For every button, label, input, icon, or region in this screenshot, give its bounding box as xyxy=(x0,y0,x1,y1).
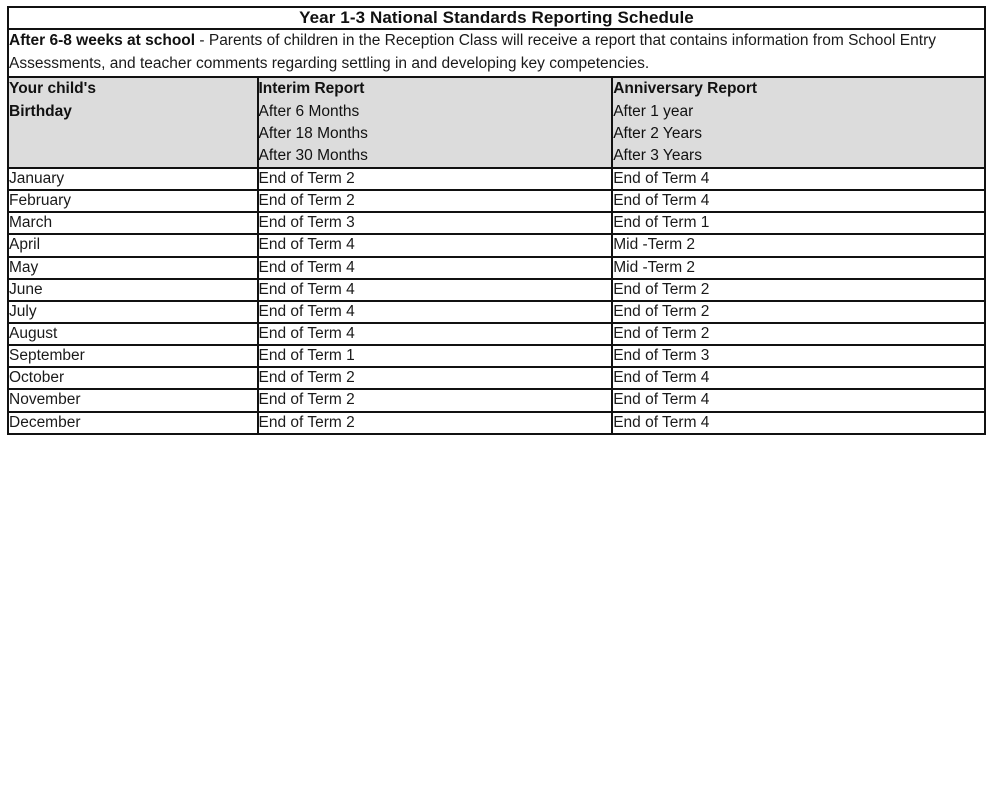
cell-birthday: October xyxy=(8,367,258,389)
table-row xyxy=(8,234,985,256)
title-row xyxy=(8,7,985,29)
table-row xyxy=(8,345,985,367)
cell-anniversary: End of Term 4 xyxy=(612,190,985,212)
intro-row xyxy=(8,29,985,77)
cell-interim: End of Term 4 xyxy=(258,279,613,301)
cell-birthday: September xyxy=(8,345,258,367)
table-row xyxy=(8,323,985,345)
cell-birthday: June xyxy=(8,279,258,301)
cell-interim: End of Term 4 xyxy=(258,257,613,279)
column-header-interim-sub-2: After 18 Months xyxy=(258,124,368,142)
cell-birthday: April xyxy=(8,234,258,256)
column-header-birthday-line1: Your child's xyxy=(9,79,96,97)
table-row xyxy=(8,212,985,234)
cell-interim: End of Term 2 xyxy=(258,190,613,212)
table-row xyxy=(8,168,985,190)
column-header-birthday-line2: Birthday xyxy=(9,102,72,120)
column-header-interim xyxy=(258,77,613,168)
cell-anniversary: End of Term 4 xyxy=(612,412,985,434)
table-row xyxy=(8,190,985,212)
column-header-anniversary-sub-3: After 3 Years xyxy=(613,146,702,164)
column-header-anniversary-sub-1: After 1 year xyxy=(613,102,694,120)
page-title: Year 1-3 National Standards Reporting Schedule xyxy=(8,7,985,29)
cell-anniversary: End of Term 3 xyxy=(612,345,985,367)
table-row xyxy=(8,412,985,434)
column-header-anniversary-title: Anniversary Report xyxy=(613,79,758,97)
cell-birthday: December xyxy=(8,412,258,434)
column-header-row xyxy=(8,77,985,168)
intro-paragraph xyxy=(8,29,985,77)
cell-birthday: November xyxy=(8,389,258,411)
cell-anniversary: Mid -Term 2 xyxy=(612,257,985,279)
cell-anniversary: End of Term 1 xyxy=(612,212,985,234)
cell-anniversary: End of Term 2 xyxy=(612,323,985,345)
cell-anniversary: End of Term 2 xyxy=(612,279,985,301)
cell-anniversary: End of Term 4 xyxy=(612,389,985,411)
cell-birthday: January xyxy=(8,168,258,190)
column-header-interim-title: Interim Report xyxy=(258,79,365,97)
cell-interim: End of Term 1 xyxy=(258,345,613,367)
table-row xyxy=(8,367,985,389)
cell-anniversary: End of Term 4 xyxy=(612,367,985,389)
cell-interim: End of Term 2 xyxy=(258,168,613,190)
column-header-interim-sub-3: After 30 Months xyxy=(258,146,368,164)
table-row xyxy=(8,389,985,411)
column-header-interim-sub-1: After 6 Months xyxy=(258,102,360,120)
cell-anniversary: End of Term 2 xyxy=(612,301,985,323)
cell-birthday: February xyxy=(8,190,258,212)
table-row xyxy=(8,279,985,301)
cell-interim: End of Term 4 xyxy=(258,323,613,345)
cell-interim: End of Term 2 xyxy=(258,389,613,411)
cell-birthday: August xyxy=(8,323,258,345)
cell-interim: End of Term 2 xyxy=(258,412,613,434)
intro-body-text: - Parents of children in the Reception Class will receive a report that contains information from School Entry Assessments, and teacher comments regarding settling in and developing key competencies. xyxy=(9,32,936,73)
cell-birthday: March xyxy=(8,212,258,234)
column-header-anniversary-sub-2: After 2 Years xyxy=(613,124,702,142)
cell-interim: End of Term 4 xyxy=(258,301,613,323)
reporting-schedule-table xyxy=(7,6,986,435)
cell-anniversary: End of Term 4 xyxy=(612,168,985,190)
table-row xyxy=(8,257,985,279)
cell-interim: End of Term 2 xyxy=(258,367,613,389)
intro-lead-text: After 6-8 weeks at school xyxy=(9,32,196,50)
column-header-birthday xyxy=(8,77,258,168)
cell-birthday: July xyxy=(8,301,258,323)
cell-birthday: May xyxy=(8,257,258,279)
cell-interim: End of Term 4 xyxy=(258,234,613,256)
table-row xyxy=(8,301,985,323)
column-header-anniversary xyxy=(612,77,985,168)
cell-interim: End of Term 3 xyxy=(258,212,613,234)
cell-anniversary: Mid -Term 2 xyxy=(612,234,985,256)
